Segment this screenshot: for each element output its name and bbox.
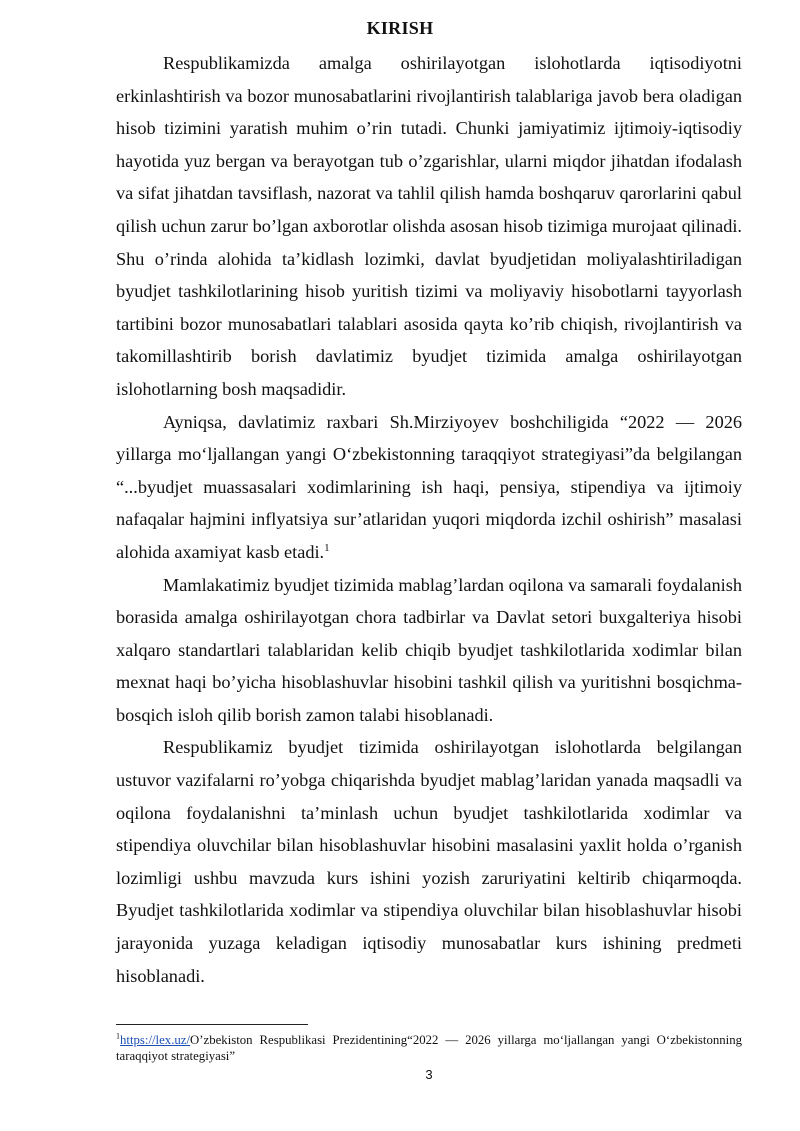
footnote-text: O’zbekiston Respublikasi Prezidentining“2022 — 2026 yillarga moʻljallangan yangi Oʻzbekistonning taraqqiyot strategiyasi” (116, 1033, 742, 1063)
section-title: KIRISH (366, 18, 434, 38)
footnote-divider (116, 1024, 308, 1025)
paragraph-2 (116, 406, 742, 569)
paragraph-2-text: Ayniqsa, davlatimiz raxbari Sh.Mirziyoyev boshchiligida “2022 — 2026 yillarga moʻljallangan yangi Oʻzbekistonning taraqqiyot strategiyasi”da belgilangan “...byudjet muassasalari xodimlarining ish haqi, pensiya, stipendiya va ijtimoiy nafaqalar hajmini inflyatsiya sur’atlaridan yuqori miqdorda izchil oshirish” masalasi alohida axamiyat kasb etadi. (116, 411, 742, 562)
page-number: 3 (425, 1067, 433, 1082)
paragraph-4: Respublikamiz byudjet tizimida oshirilayotgan islohotlarda belgilangan ustuvor vazifalarni ro’yobga chiqarishda byudjet mablag’laridan yanada maqsadli va oqilona foydalanishni ta’minlash uchun byudjet tashkilotlarida xodimlar va stipendiya oluvchilar bilan hisoblashuvlar hisobini masalasini yaxlit holda o’rganish lozimligi ushbu mavzuda kurs ishini yozish zaruriyatini keltirib chiqarmoqda. Byudjet tashkilotlarida xodimlar va stipendiya oluvchilar bilan hisoblashuvlar hisobi jarayonida yuzaga keladigan iqtisodiy munosabatlar kurs ishining predmeti hisoblanadi. (116, 737, 742, 986)
footnote-link[interactable]: https://lex.uz/ (120, 1033, 191, 1047)
footnote (116, 1032, 742, 1064)
paragraph-3: Mamlakatimiz byudjet tizimida mablag’lardan oqilona va samarali foydalanish borasida amalga oshirilayotgan chora tadbirlar va Davlat setori buxgalteriya hisobi xalqaro standartlari talablaridan kelib chiqib byudjet tashkilotlarida xodimlar bilan mexnat haqi bo’yicha hisoblashuvlar hisobini tashkil qilish va yuritishni bosqichma-bosqich isloh qilib borish zamon talabi hisoblanadi. (116, 574, 742, 725)
body-text (116, 47, 742, 992)
footnote-reference[interactable]: 1 (324, 541, 330, 554)
paragraph-1: Respublikamizda amalga oshirilayotgan islohotlarda iqtisodiyotni erkinlashtirish va bozor munosabatlarini rivojlantirish talablariga javob bera oladigan hisob tizimini yaratish muhim o’rin tutadi. Chunki jamiyatimiz ijtimoiy-iqtisodiy hayotida yuz bergan va berayotgan tub o’zgarishlar, ularni miqdor jihatdan ifodalash va sifat jihatdan tavsiflash, nazorat va tahlil qilish hamda boshqaruv qarorlarini qabul qilish uchun zarur bo’lgan axborotlar olishda asosan hisob tizimiga murojaat qilinadi. Shu o’rinda alohida ta’kidlash lozimki, davlat byudjetidan moliyalashtiriladigan byudjet tashkilotlarining hisob yuritish tizimi va moliyaviy hisobotlarni tayyorlash tartibini bozor munosabatlari talablari asosida qayta ko’rib chiqish, rivojlantirish va takomillashtirib borish davlatimiz byudjet tizimida amalga oshirilayotgan islohotlarning bosh maqsadidir. (116, 53, 742, 399)
footnote-marker: 1 (116, 1031, 120, 1041)
